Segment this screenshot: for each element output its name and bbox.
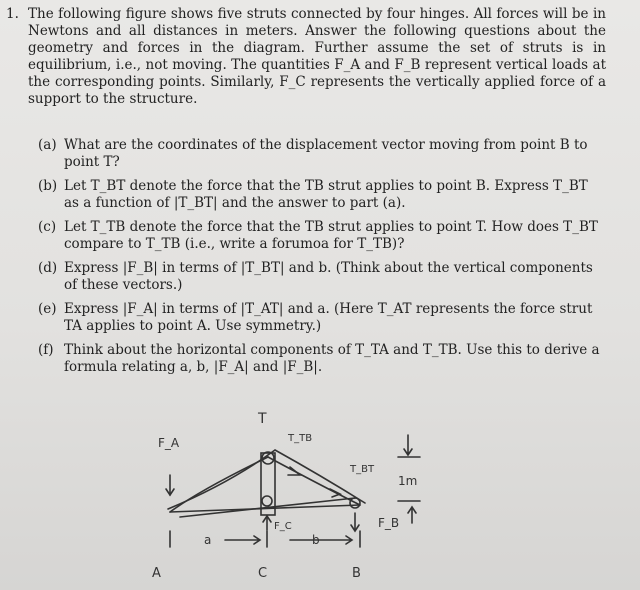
part-text: Express |F_B| in terms of |T_BT| and b. (Think about the vertical components of these vectors.)	[64, 260, 593, 293]
strut-TB	[268, 457, 360, 505]
dim-arrow-a	[225, 536, 260, 544]
label-FC: F_C	[274, 521, 292, 532]
part-label: (b)	[38, 178, 58, 194]
label-FA: F_A	[158, 436, 180, 450]
label-A: A	[152, 566, 161, 581]
problem-intro: The following figure shows five struts connected by four hinges. All forces will be in Newtons and all distances in meters. Answer the following questions about the geometry and forces in the diagram. Further assume the set of struts is in equilibrium, i.e., not moving. The quantities F_A and F_B represent vertical loads at the corresponding points. Similarly, F_C represents the vertically applied force of a support to the structure.	[28, 6, 606, 107]
strut-diagram-svg	[140, 405, 600, 590]
part-label: (a)	[38, 137, 57, 153]
label-a: a	[204, 533, 212, 547]
label-T: T	[258, 411, 267, 427]
part-b	[38, 178, 602, 211]
label-FB: F_B	[378, 516, 400, 530]
part-text: What are the coordinates of the displacement vector moving from point B to point T?	[64, 137, 588, 170]
part-text: Let T_TB denote the force that the TB strut applies to point T. How does T_BT compare to T_TB (i.e., write a forumoa for T_TB)?	[64, 219, 598, 252]
part-label: (d)	[38, 260, 58, 276]
label-C: C	[258, 566, 268, 581]
part-e	[38, 301, 602, 334]
label-TBT: T_BT	[350, 464, 375, 475]
part-d	[38, 260, 602, 293]
part-label: (f)	[38, 342, 54, 358]
part-text: Let T_BT denote the force that the TB strut applies to point B. Express T_BT as a function of |T_BT| and the answer to part (a).	[64, 178, 588, 211]
part-a	[38, 137, 602, 170]
label-b: b	[312, 533, 320, 547]
problem-number: 1.	[6, 6, 19, 22]
dim-1m-bottom-arrow	[408, 507, 416, 523]
part-c	[38, 219, 602, 252]
dim-arrow-b	[290, 536, 352, 544]
part-label: (e)	[38, 301, 57, 317]
problem-1	[6, 6, 606, 108]
part-text: Think about the horizontal components of T_TA and T_TB. Use this to derive a formula relating a, b, |F_A| and |F_B|.	[64, 342, 600, 375]
strut-inner	[180, 498, 355, 517]
label-TTB: T_TB	[288, 433, 313, 444]
part-text: Express |F_A| in terms of |T_AT| and a. (Here T_AT represents the force strut TA applies to point A. Use symmetry.)	[64, 301, 593, 334]
label-B: B	[352, 566, 361, 581]
hinge-C	[262, 496, 272, 506]
label-1m: 1m	[398, 474, 418, 488]
strut-diagram	[140, 405, 600, 590]
dim-1m-top-arrow	[404, 435, 412, 455]
part-label: (c)	[38, 219, 57, 235]
problem-parts	[38, 137, 602, 383]
part-f	[38, 342, 602, 375]
